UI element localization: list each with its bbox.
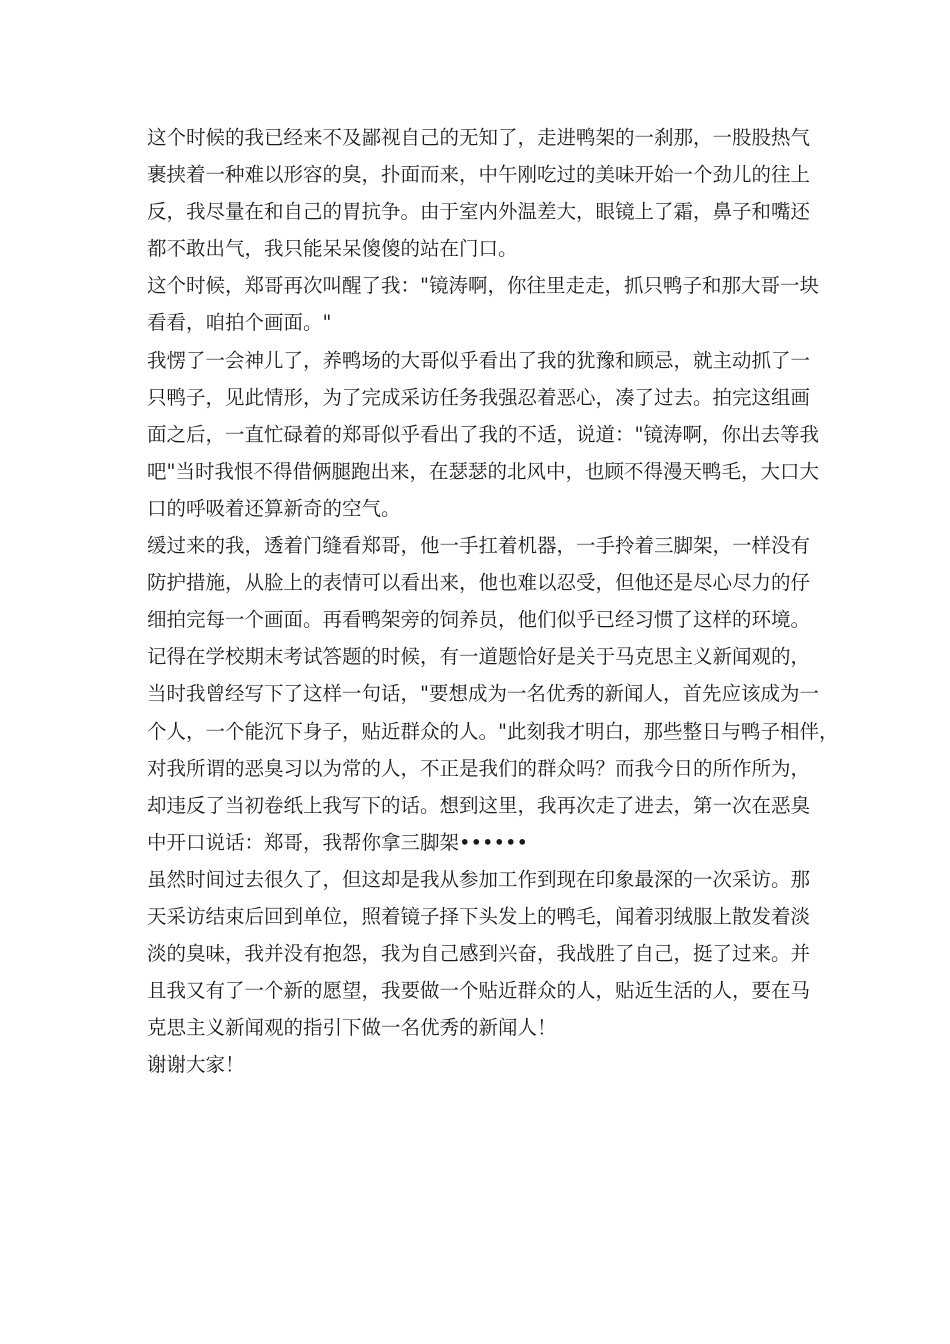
text-line: 这个时候，郑哥再次叫醒了我："镜涛啊，你往里走走，抓只鸭子和那大哥一块 (147, 274, 819, 298)
text-line: 面之后，一直忙碌着的郑哥似乎看出了我的不适，说道："镜涛啊，你出去等我 (147, 422, 819, 446)
text-line: 看看，咱拍个画面。" (147, 311, 332, 335)
text-line: 克思主义新闻观的指引下做一名优秀的新闻人！ (147, 1016, 557, 1040)
text-line: 却违反了当初卷纸上我写下的话。想到这里，我再次走了进去，第一次在恶臭 (147, 793, 811, 817)
text-line: 淡的臭味，我并没有抱怨，我为自己感到兴奋，我战胜了自己，挺了过来。并 (147, 942, 811, 966)
text-line: 天采访结束后回到单位，照着镜子择下头发上的鸭毛，闻着羽绒服上散发着淡 (147, 904, 811, 928)
text-line: 细拍完每一个画面。再看鸭架旁的饲养员，他们似乎已经习惯了这样的环境。 (147, 608, 811, 632)
text-line: 缓过来的我，透着门缝看郑哥，他一手扛着机器，一手拎着三脚架，一样没有 (147, 534, 811, 558)
text-line: 吧"当时我恨不得借俩腿跑出来，在瑟瑟的北风中，也顾不得漫天鸭毛，大口大 (147, 459, 819, 483)
text-line: 虽然时间过去很久了，但这却是我从参加工作到现在印象最深的一次采访。那 (147, 867, 811, 891)
text-line: 且我又有了一个新的愿望，我要做一个贴近群众的人，贴近生活的人，要在马 (147, 979, 811, 1003)
text-line: 裹挟着一种难以形容的臭，扑面而来，中午刚吃过的美味开始一个劲儿的往上 (147, 163, 811, 187)
text-line: 反，我尽量在和自己的胃抗争。由于室内外温差大，眼镜上了霜，鼻子和嘴还 (147, 200, 811, 224)
text-line: 防护措施，从脸上的表情可以看出来，他也难以忍受，但他还是尽心尽力的仔 (147, 571, 811, 595)
text-line: 中开口说话：郑哥，我帮你拿三脚架•••••• (147, 830, 529, 854)
text-line: 对我所谓的恶臭习以为常的人，不正是我们的群众吗？而我今日的所作所为， (147, 756, 811, 780)
text-line: 这个时候的我已经来不及鄙视自己的无知了，走进鸭架的一刹那，一股股热气 (147, 126, 811, 149)
text-line: 都不敢出气，我只能呆呆傻傻的站在门口。 (147, 237, 518, 261)
text-line: 我愣了一会神儿了，养鸭场的大哥似乎看出了我的犹豫和顾忌，就主动抓了一 (147, 348, 811, 372)
text-line: 记得在学校期末考试答题的时候，有一道题恰好是关于马克思主义新闻观的， (147, 645, 811, 669)
text-line: 当时我曾经写下了这样一句话，"要想成为一名优秀的新闻人，首先应该成为一 (147, 682, 819, 706)
text-line: 口的呼吸着还算新奇的空气。 (147, 496, 401, 520)
text-line: 个人，一个能沉下身子，贴近群众的人。"此刻我才明白，那些整日与鸭子相伴， (147, 719, 839, 743)
closing-line: 谢谢大家！ (147, 1053, 245, 1077)
text-line: 只鸭子，见此情形，为了完成采访任务我强忍着恶心，凑了过去。拍完这组画 (147, 385, 811, 409)
body-text (147, 119, 837, 1083)
